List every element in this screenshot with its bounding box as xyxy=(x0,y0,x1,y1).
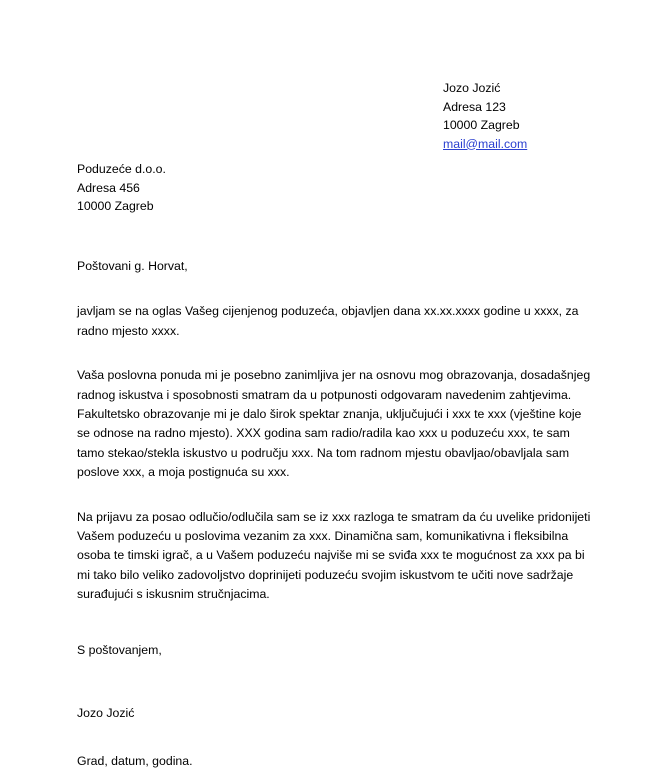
body-paragraph-1: javljam se na oglas Vašeg cijenjenog poduzeća, objavljen dana xx.xx.xxxx godine u xxxx, za radno mjesto xxxx. xyxy=(77,304,579,338)
body-paragraph-3: Na prijavu za posao odlučio/odlučila sam se iz xxx razloga te smatram da ću uvelike pridonijeti Vašem poduzeću u poslovima vezanim za xxx. Dinamična sam, komunikativna i fleksibilna osoba te timski igrač, a u Vašem poduzeću najviše mi se sviđa xxx te mogućnost za xxx pa bi mi tako bilo veliko zadovoljstvo doprinijeti poduzeću svojim iskustvom te učiti nove sadržaje surađujući s iskusnim stručnjacima. xyxy=(77,509,591,602)
closing-greeting: S poštovanjem, xyxy=(77,642,162,657)
salutation: Poštovani g. Horvat, xyxy=(77,259,188,273)
sender-street-address: Adresa 123 xyxy=(443,99,506,114)
place-and-date: Grad, datum, godina. xyxy=(77,753,193,768)
body-paragraph-2: Vaša poslovna ponuda mi je posebno zanimljiva jer na osnovu mog obrazovanja, dosadašnjeg radnog iskustva i sposobnosti smatram da u potpunosti odgovaram navedenim zahtjevima. Fakultetsko obrazovanje mi je dalo širok spektar znanja, uključujući i xxx te xxx (vještine koje se odnose na radno mjesto). XXX godina sam radio/radila kao xxx u poduzeću xxx, te sam tamo stekao/stekla iskustvo u području xxx. Na tom radnom mjestu obavljao/obavljala sam poslove xxx, a moja postignuća su xxx. xyxy=(77,368,591,480)
sender-email-link[interactable]: mail@mail.com xyxy=(443,136,528,151)
letter-body xyxy=(77,257,593,771)
sender-address-block xyxy=(443,79,643,153)
sender-city: 10000 Zagreb xyxy=(443,118,520,132)
recipient-company: Poduzeće d.o.o. xyxy=(77,162,166,176)
recipient-street-address: Adresa 456 xyxy=(77,180,140,195)
signature-name: Jozo Jozić xyxy=(77,706,135,721)
recipient-address-block xyxy=(77,160,377,216)
recipient-city: 10000 Zagreb xyxy=(77,199,154,213)
sender-name: Jozo Jozić xyxy=(443,81,501,95)
